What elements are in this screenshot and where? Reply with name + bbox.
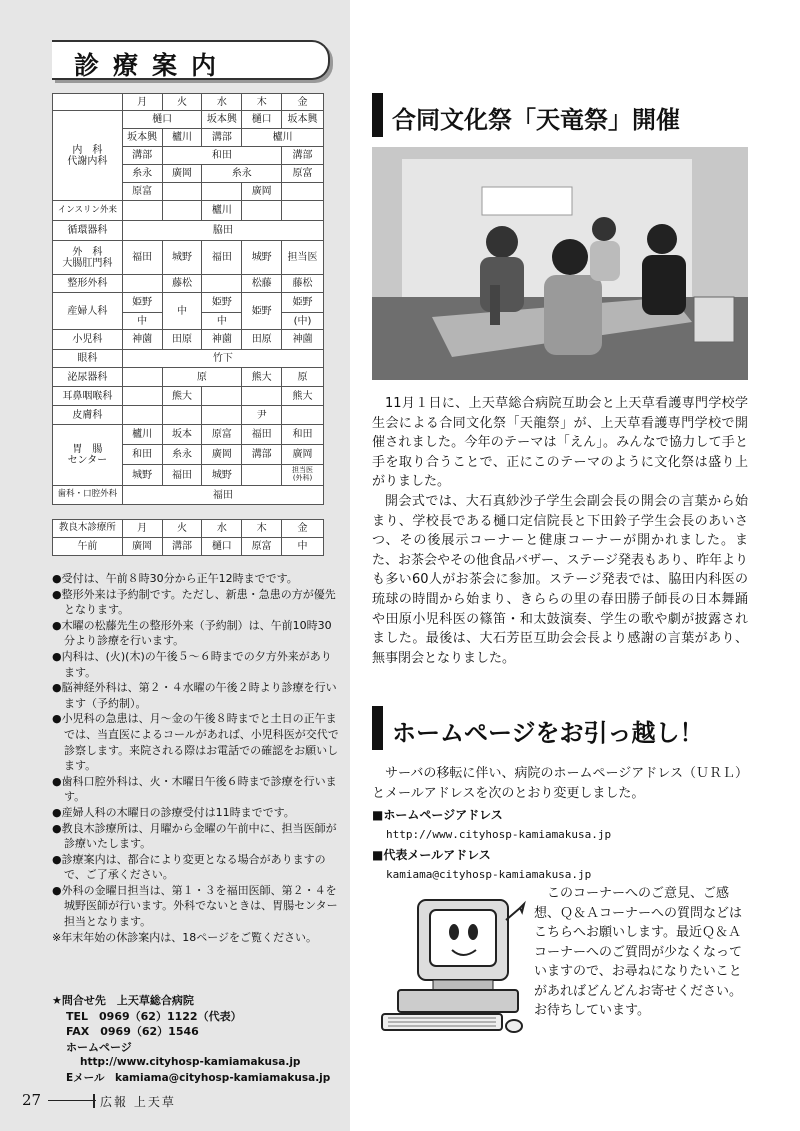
doctor-cell: 原富 [282,165,324,183]
schedule-table [52,93,324,505]
doctor-cell: 姫野 [282,293,324,313]
doctor-cell: 担当医 [282,241,324,275]
doctor-cell: 廣岡 [202,445,242,465]
doctor-cell [242,465,282,486]
kyoura-clinic-table [52,519,324,556]
doctor-cell: 溝部 [162,538,202,556]
doctor-cell: 糸永 [162,445,202,465]
doctor-cell: 竹下 [122,350,323,368]
doctor-cell [162,201,202,221]
day-header: 金 [282,94,324,111]
note-item: ●産婦人科の木曜日の診療受付は11時までです。 [52,805,295,819]
doctor-cell [122,406,162,425]
doctor-cell: 神薗 [282,330,324,350]
doctor-cell: 福田 [202,241,242,275]
footer-rule [48,1100,96,1101]
email-address[interactable]: kamiama@cityhosp-kamiamakusa.jp [386,868,592,881]
doctor-cell: 松藤 [242,275,282,293]
doctor-cell [282,183,324,201]
doctor-cell [282,201,324,221]
doctor-cell: 樋口 [202,538,242,556]
homepage-address-block [372,806,611,841]
doctor-cell: 原富 [242,538,282,556]
header-corner [53,94,123,111]
schedule-row [53,293,324,313]
homepage-url[interactable]: http://www.cityhosp-kamiamakusa.jp [386,828,612,841]
contact-hp-url[interactable]: http://www.cityhosp-kamiamakusa.jp [80,1056,301,1069]
schedule-row [53,221,324,241]
note-item: ●歯科口腔外科は、火・木曜日午後６時まで診療を行います。 [52,774,337,804]
doctor-cell [122,387,162,406]
doctor-cell: 城野 [242,241,282,275]
doctor-cell: 中 [122,313,162,330]
homepage-address-label: ■ホームページアドレス [372,808,503,822]
doctor-cell [282,406,324,425]
doctor-cell: 櫨川 [162,129,202,147]
day-header: 火 [162,520,202,538]
schedule-row [53,201,324,221]
note-item: ●整形外来は予約制です。ただし、新患・急患の方が優先となります。 [52,587,336,617]
doctor-cell [202,275,242,293]
doctor-cell: 姫野 [202,293,242,313]
doctor-cell: 神薗 [122,330,162,350]
doctor-cell: 溝部 [282,147,324,165]
department-cell: 眼科 [53,350,123,368]
doctor-cell: 糸永 [202,165,282,183]
contact-hp-label: ホームページ [66,1040,132,1054]
doctor-cell: 原富 [122,183,162,201]
doctor-cell: 担当医 (外科) [282,465,324,486]
kyoura-time: 午前 [53,538,123,556]
department-cell: 循環器科 [53,221,123,241]
note-item: ●木曜の松藤先生の整形外来（予約制）は、午前10時30分より診療を行います。 [52,618,332,648]
page-title: 診療案内 [74,51,231,80]
doctor-cell [242,387,282,406]
doctor-cell: 城野 [162,241,202,275]
doctor-cell: 福田 [242,425,282,445]
doctor-cell: 櫨川 [122,425,162,445]
doctor-cell: 福田 [162,465,202,486]
doctor-cell: 田原 [162,330,202,350]
doctor-cell: 溝部 [202,129,242,147]
schedule-row [53,241,324,275]
doctor-cell: 和田 [282,425,324,445]
note-item: ※年末年始の休診案内は、18ページをご覧ください。 [52,930,317,944]
page-number: 27 [22,1091,42,1109]
department-cell: 泌尿器科 [53,368,123,387]
doctor-cell: 中 [202,313,242,330]
doctor-cell: 中 [162,293,202,330]
department-cell: 皮膚科 [53,406,123,425]
department-cell: 産婦人科 [53,293,123,330]
schedule-row [53,330,324,350]
day-header: 金 [282,520,324,538]
doctor-cell [242,201,282,221]
note-item: ●内科は、(火)(木)の午後５～６時までの夕方外来があります。 [52,649,332,679]
footer-tick [93,1094,95,1108]
doctor-cell [122,201,162,221]
day-header: 月 [122,94,162,111]
kyoura-label: 教良木診療所 [53,520,123,538]
doctor-cell: 廣岡 [122,538,162,556]
publication-name: 広報 上天草 [100,1095,176,1109]
doctor-cell: 城野 [122,465,162,486]
doctor-cell [122,275,162,293]
doctor-cell: 中 [282,538,324,556]
doctor-cell: 溝部 [242,445,282,465]
contact-block [52,993,347,1087]
doctor-cell: 原 [162,368,242,387]
schedule-header-row [53,94,324,111]
day-header: 木 [242,94,282,111]
doctor-cell: 廣岡 [162,165,202,183]
doctor-cell [202,406,242,425]
doctor-cell: 坂本興 [202,111,242,129]
schedule-row [53,486,324,505]
day-header: 水 [202,520,242,538]
contact-title: ★問合せ先 上天草総合病院 [52,994,194,1007]
note-item: ●外科の金曜日担当は、第１・３を福田医師、第２・４を城野医師が行います。外科でないときは、胃腸センター担当となります。 [52,883,338,929]
article1-heading: 合同文化祭「天竜祭」開催 [392,106,680,134]
notes-list [52,571,342,945]
doctor-cell: 坂本興 [122,129,162,147]
doctor-cell: 原 [282,368,324,387]
doctor-cell: 藤松 [282,275,324,293]
contact-email[interactable]: Eメール kamiama@cityhosp-kamiamakusa.jp [66,1071,331,1084]
computer-mascot-illustration [378,880,528,1040]
department-cell: 胃 腸 センター [53,425,123,486]
note-item: ●教良木診療所は、月曜から金曜の午前中に、担当医師が診療いたします。 [52,821,337,851]
heading-marker [372,706,383,750]
doctor-cell: (中) [282,313,324,330]
doctor-cell: 糸永 [122,165,162,183]
doctor-cell: 樋口 [242,111,282,129]
schedule-row [53,275,324,293]
doctor-cell: 姫野 [242,293,282,330]
note-item: ●受付は、午前８時30分から正午12時までです。 [52,572,298,585]
schedule-row [53,387,324,406]
doctor-cell: 原富 [202,425,242,445]
kyoura-header-row [53,520,324,538]
doctor-cell: 坂本興 [282,111,324,129]
schedule-row [53,350,324,368]
article1-body [372,394,748,668]
doctor-cell [122,368,162,387]
department-cell: 整形外科 [53,275,123,293]
email-address-block [372,846,591,881]
contact-fax: FAX 0969（62）1546 [66,1025,199,1039]
department-cell: 外 科 大腸肛門科 [53,241,123,275]
day-header: 木 [242,520,282,538]
request-message: このコーナーへのご意見、ご感想、Ｑ＆Ａコーナーへの質問などはこちらへお願いします。最近Ｑ＆Ａコーナーへのご質問が少なくなっていますので、お尋ねになりたいことがあればどんどんお寄せください。お待ちしています。 [534,886,743,1018]
email-address-label: ■代表メールアドレス [372,848,491,862]
department-cell: 小児科 [53,330,123,350]
doctor-cell: 尹 [242,406,282,425]
day-header: 月 [122,520,162,538]
festival-photo [372,147,748,380]
doctor-cell: 櫨川 [242,129,324,147]
department-cell: インスリン外来 [53,201,123,221]
doctor-cell: 城野 [202,465,242,486]
doctor-cell: 坂本 [162,425,202,445]
schedule-row [53,406,324,425]
doctor-cell: 田原 [242,330,282,350]
department-cell: 歯科・口腔外科 [53,486,123,505]
doctor-cell: 廣岡 [282,445,324,465]
doctor-cell: 櫨川 [202,201,242,221]
note-item: ●診療案内は、都合により変更となる場合がありますので、ご了承ください。 [52,852,326,882]
doctor-cell: 樋口 [122,111,202,129]
heading-marker [372,93,383,137]
doctor-cell: 和田 [122,445,162,465]
doctor-cell [202,387,242,406]
schedule-row [53,368,324,387]
doctor-cell: 脇田 [122,221,323,241]
doctor-cell: 藤松 [162,275,202,293]
doctor-cell: 福田 [122,486,323,505]
day-header: 水 [202,94,242,111]
department-cell: 耳鼻咽喉科 [53,387,123,406]
note-item: ●小児科の急患は、月～金の午後８時までと土日の正午までは、当直医によるコールがあれば、小児科医が交代で診察します。来院される際はお電話での確認をお願いします。 [52,712,339,773]
article2-intro: サーバの移転に伴い、病院のホームページアドレス（ＵＲＬ）とメールアドレスを次のとおり変更しました。 [372,766,748,801]
schedule-row [53,111,324,129]
article1-paragraph: 開会式では、大石真紗沙子学生会副会長の開会の言葉から始まり、学校長である樋口定信院長と下田鈴子学生会長のあいさつ、その後展示コーナーと健康コーナーが開かれました。また、お茶会やその他食品バザー、ステージ発表もあり、昨年よりも多い60人がお茶会に参加。ステージ発表では、脇田内科医の琉球の時間から始まり、きららの里の春田勝子師長の日本舞踊や田原小児科医の篠笛・和太鼓演奏、学生の歌や劇が披露されました。最後は、大石芳臣互助会会長より感謝の言葉があり、無事閉会となりました。 [372,493,748,666]
article2-heading: ホームページをお引っ越し！ [392,719,704,747]
doctor-cell [202,183,242,201]
department-cell: 内 科 代謝内科 [53,111,123,201]
doctor-cell: 福田 [122,241,162,275]
doctor-cell [162,183,202,201]
schedule-row [53,425,324,445]
doctor-cell: 熊大 [162,387,202,406]
doctor-cell: 廣岡 [242,183,282,201]
doctor-cell: 熊大 [282,387,324,406]
article1-paragraph: 11月１日に、上天草総合病院互助会と上天草看護専門学校学生会による合同文化祭「天龍祭」が、上天草看護専門学校で開催されました。今年のテーマは「えん」。みんなで協力して手と手を取り合うことで、正にこのテーマのように文化祭は盛り上がりました。 [372,396,748,490]
doctor-cell: 姫野 [122,293,162,313]
day-header: 火 [162,94,202,111]
doctor-cell: 溝部 [122,147,162,165]
doctor-cell: 神薗 [202,330,242,350]
note-item: ●脳神経外科は、第２・４水曜の午後２時より診療を行います（予約制）。 [52,681,337,710]
kyoura-doctor-row [53,538,324,556]
doctor-cell: 熊大 [242,368,282,387]
contact-tel: TEL 0969（62）1122（代表） [66,1009,242,1023]
doctor-cell [162,406,202,425]
doctor-cell: 和田 [162,147,282,165]
